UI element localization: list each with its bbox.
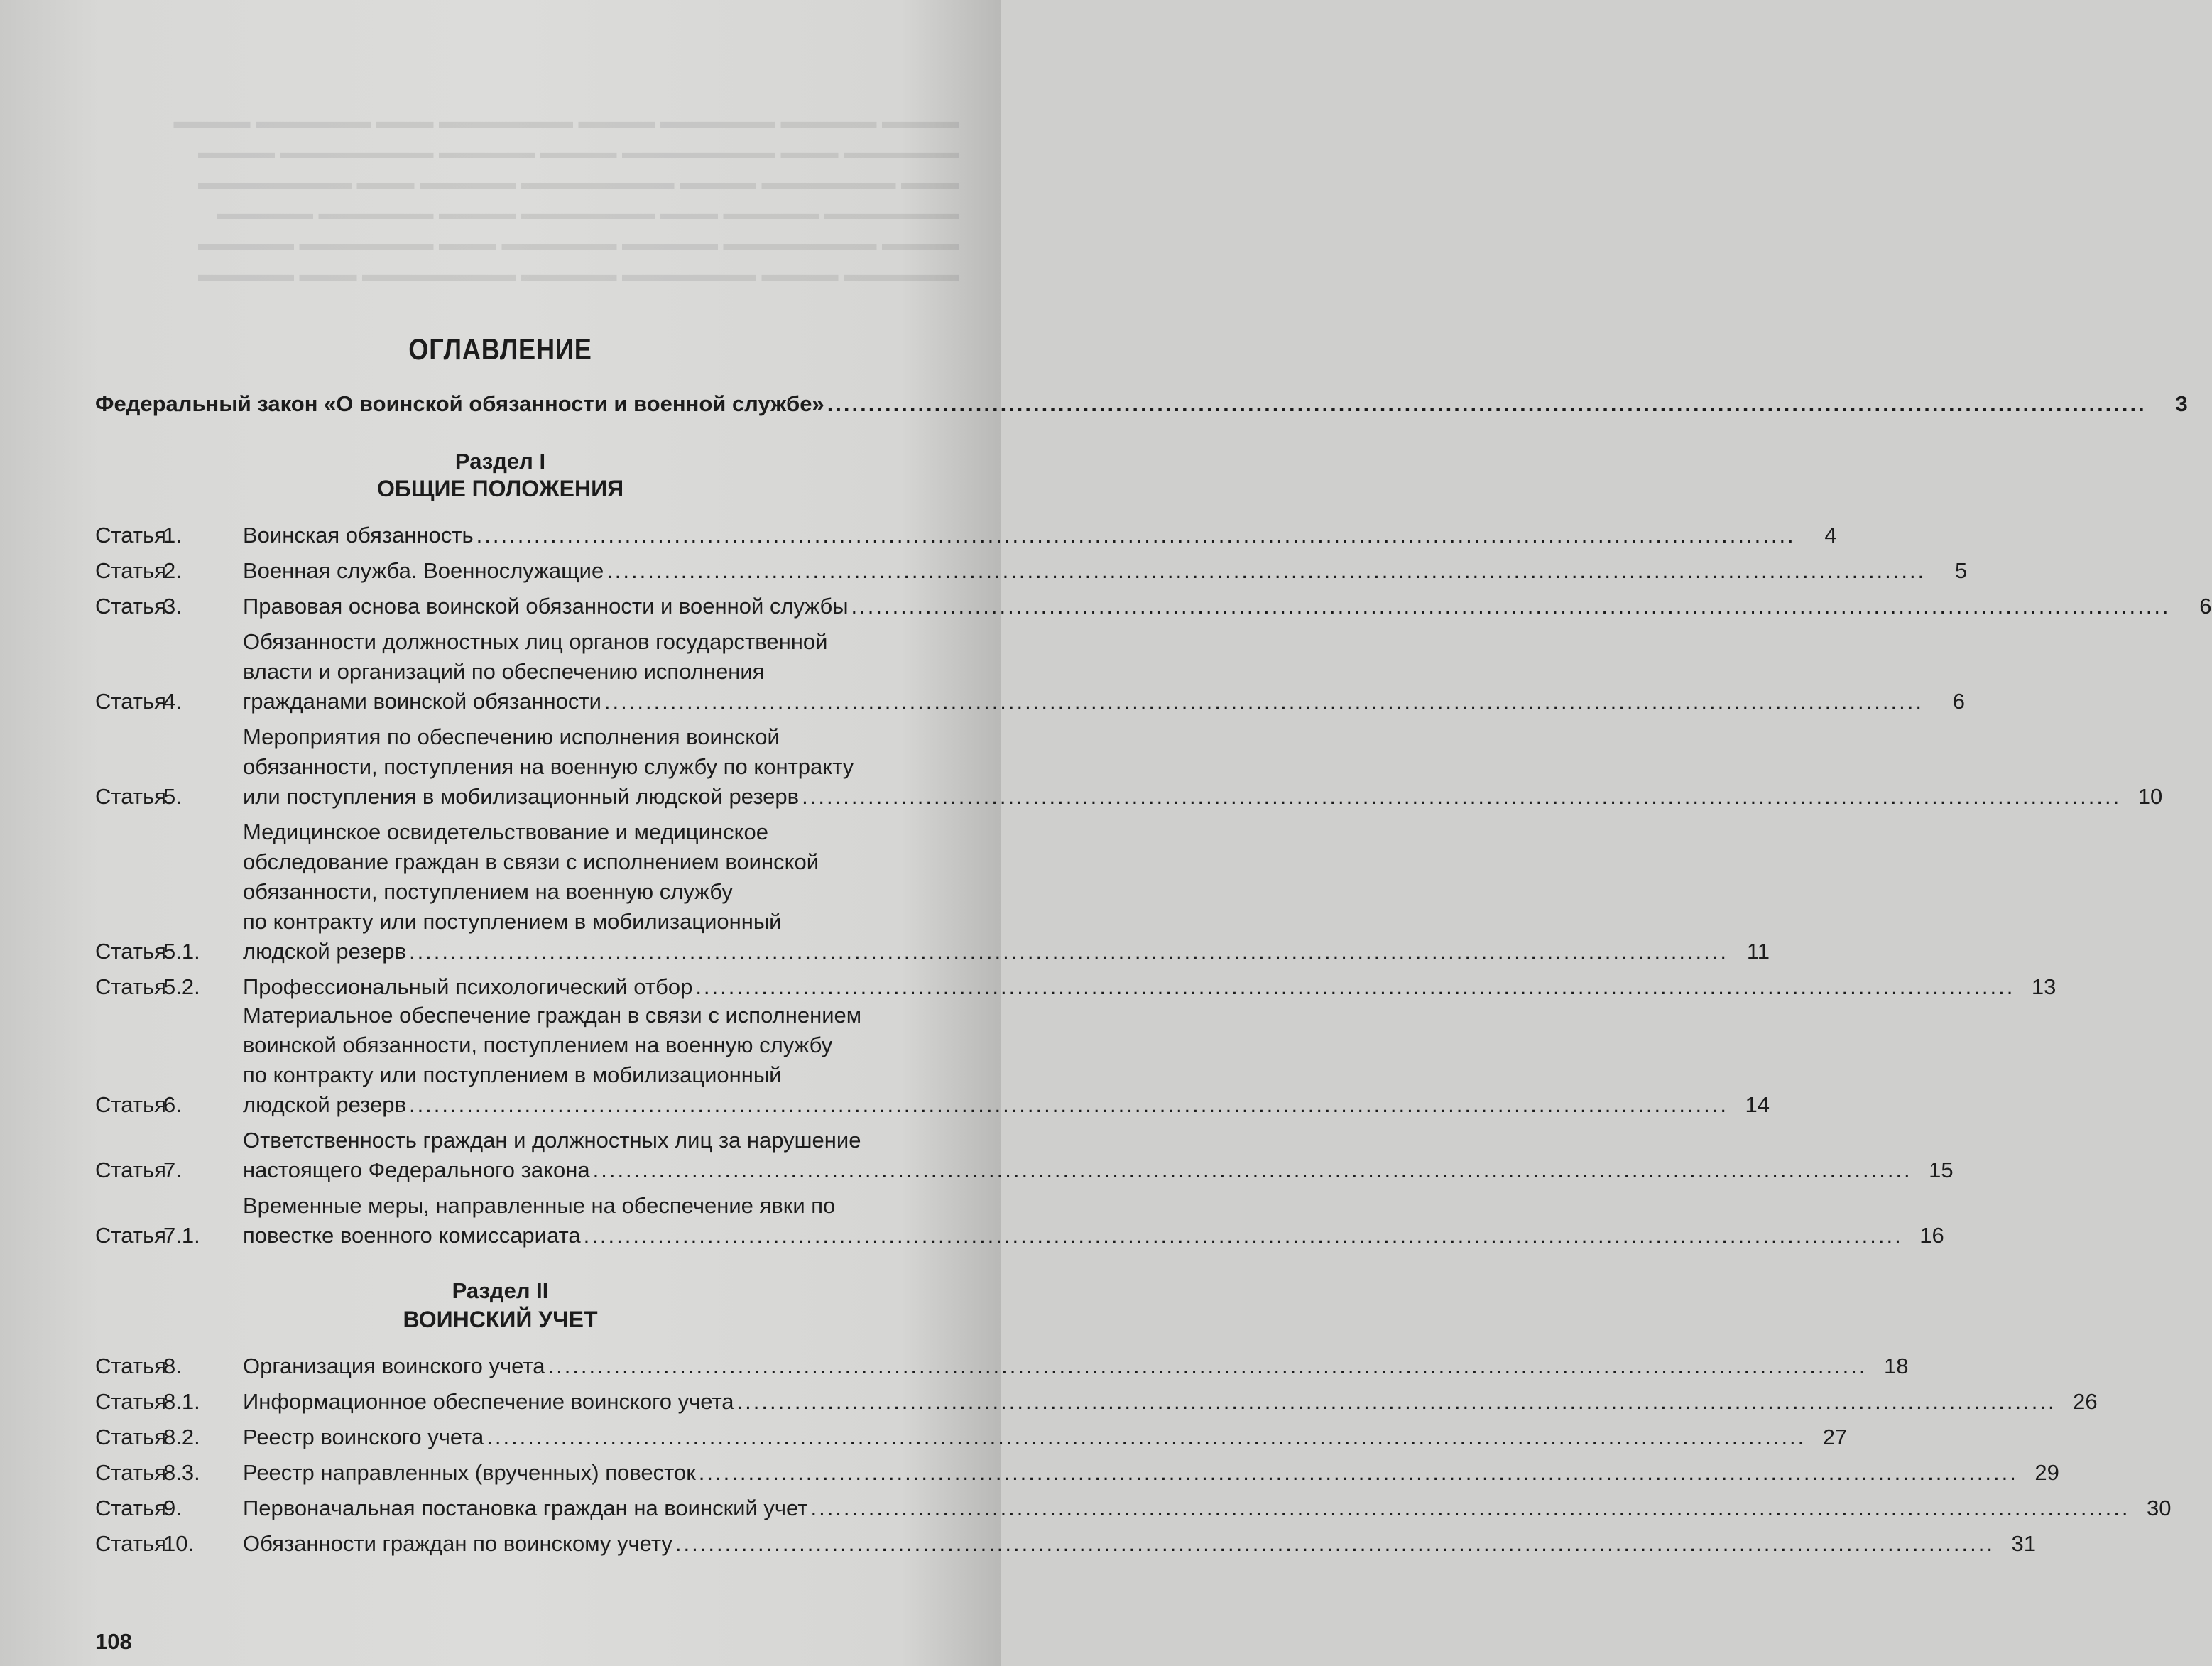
toc-entry-title: по контракту или поступлением в мобилизационный [243, 1062, 782, 1087]
article-num: 4. [163, 689, 182, 714]
toc-entry [95, 521, 1837, 550]
toc-entry-title: Материальное обеспечение граждан в связи с исполнением [243, 1003, 862, 1028]
toc-entry-title: настоящего Федерального закона [243, 1158, 590, 1182]
toc-page-ref: 16 [1919, 1223, 1944, 1248]
toc-entry-title: Федеральный закон «О воинской обязанности и военной службе» [95, 391, 824, 416]
article-num: 7.1. [163, 1223, 200, 1248]
toc-entry-title: Обязанности должностных лиц органов государственной [243, 629, 828, 654]
article-word: Статья [95, 1460, 166, 1485]
toc-entry-title: обязанности, поступлением на военную службу [243, 879, 733, 904]
article-word: Статья [95, 1496, 166, 1520]
toc-page-ref: 10 [2137, 784, 2163, 809]
article-num: 8.3. [163, 1460, 200, 1485]
toc-entry-line [243, 817, 961, 847]
article-word: Статья [95, 974, 166, 999]
leader-dots: ................................................................................................................................................................ [604, 689, 1924, 714]
article-number [95, 556, 243, 586]
article-word: Статья [95, 1354, 166, 1378]
leader-dots: ................................................................................................................................................................ [486, 1425, 1807, 1449]
leader-dots: ................................................................................................................................................................ [408, 1092, 1728, 1117]
toc-entry [95, 627, 1965, 717]
toc-page-ref: 26 [2073, 1389, 2098, 1414]
leader-dots: ................................................................................................................................................................ [592, 1158, 1912, 1182]
leader-dots: ................................................................................................................................................................ [583, 1223, 1903, 1248]
article-word: Статья [95, 689, 166, 714]
article-num: 5. [163, 784, 182, 809]
article-num: 5.1. [163, 939, 200, 964]
article-number [95, 937, 243, 967]
toc-entry-body [243, 1351, 1909, 1381]
article-num: 8.2. [163, 1425, 200, 1449]
leader-dots: ................................................................................................................................................................ [547, 1354, 1868, 1378]
toc-entry-title: Медицинское освидетельствование и медицинское [243, 820, 768, 844]
article-num: 1. [163, 523, 182, 548]
toc-entry-title: обследование граждан в связи с исполнением воинской [243, 849, 819, 874]
toc-entry-line [243, 1529, 2036, 1559]
article-number [95, 782, 243, 812]
article-word: Статья [95, 523, 166, 548]
toc-entry-title: Правовая основа воинской обязанности и военной службы [243, 594, 849, 619]
toc-entry-line [243, 1001, 961, 1030]
article-number [95, 592, 243, 621]
article-num: 6. [163, 1092, 182, 1117]
toc-entry-body [243, 1458, 2059, 1488]
toc-entry-title: Воинская обязанность [243, 523, 474, 548]
toc-entry-line [243, 1090, 1770, 1120]
article-number [95, 972, 243, 1002]
toc-entry-title: по контракту или поступлением в мобилизационный [243, 909, 782, 934]
page-number: 108 [95, 1629, 132, 1654]
article-num: 3. [163, 594, 182, 619]
toc-entry [95, 592, 2212, 621]
toc-entry-body [243, 627, 1965, 717]
toc-page-ref: 27 [1822, 1425, 1848, 1449]
toc-page-ref: 14 [1745, 1092, 1770, 1117]
article-number [95, 1221, 243, 1251]
toc-entry [95, 1529, 2036, 1559]
toc-entry-title: гражданами воинской обязанности [243, 689, 601, 714]
toc-page-ref: 4 [1824, 523, 1837, 548]
article-number [95, 1090, 243, 1120]
article-num: 9. [163, 1496, 182, 1520]
article-number [95, 1155, 243, 1185]
toc-entry-title: Реестр направленных (врученных) повесток [243, 1460, 696, 1485]
toc-entry-title: Ответственность граждан и должностных лиц за нарушение [243, 1128, 861, 1153]
section-label: Раздел I [454, 449, 546, 474]
toc-entry-line [243, 657, 961, 687]
article-num: 5.2. [163, 974, 200, 999]
toc-entry-line [243, 782, 2163, 812]
article-number [95, 687, 243, 717]
toc-entry-title: Профессиональный психологический отбор [243, 974, 693, 999]
article-number [95, 1422, 243, 1452]
toc-page-ref: 5 [1954, 558, 1968, 583]
toc-entry-line [243, 752, 961, 782]
toc-entry-title: Временные меры, направленные на обеспечение явки по [243, 1193, 836, 1218]
article-number [95, 1458, 243, 1488]
toc-entry-line [243, 521, 1837, 550]
article-word: Статья [95, 1223, 166, 1248]
article-word: Статья [95, 939, 166, 964]
article-word: Статья [95, 558, 166, 583]
toc-page-ref: 6 [1952, 689, 1965, 714]
toc-entry-body [243, 521, 1837, 550]
toc-entry-line [243, 1351, 1909, 1381]
toc-entry-body [243, 1191, 1944, 1251]
toc-entry [95, 1126, 1954, 1185]
toc-entry-line [243, 847, 961, 877]
leader-dots: ................................................................................................................................................................ [851, 594, 2171, 619]
toc-entry-title: обязанности, поступления на военную службу по контракту [243, 754, 854, 779]
toc-entry-body [243, 817, 1770, 967]
toc-entry [95, 722, 2163, 812]
toc-entry-title: Обязанности граждан по воинскому учету [243, 1531, 672, 1556]
toc-entry [95, 556, 1968, 586]
leader-dots: ................................................................................................................................................................ [810, 1496, 2130, 1520]
toc-entry-line [243, 687, 1965, 717]
leader-dots: ................................................................................................................................................................ [698, 1460, 2018, 1485]
toc-entry [95, 1493, 2172, 1523]
article-number [95, 1493, 243, 1523]
leader-dots: ................................................................................................................................................................ [606, 558, 1927, 583]
toc-entry-body [243, 1493, 2172, 1523]
leader-dots: ................................................................................................................................................................ [695, 974, 2015, 999]
toc-entry-title: Первоначальная постановка граждан на воинский учет [243, 1496, 808, 1520]
bleed-through-texture: ▬▬▬▬ ▬▬▬▬▬ ▬▬▬▬▬▬ ▬▬▬▬ ▬▬▬▬▬▬▬ ▬▬▬ ▬▬▬▬▬▬ ▬▬▬▬ ▬▬▬▬▬▬ ▬▬▬ ▬▬▬▬▬▬▬▬ ▬▬▬▬ ▬▬▬▬▬ ▬▬▬▬▬▬▬▬ ▬▬▬▬ ▬▬▬ ▬▬▬▬▬▬▬ ▬▬▬▬ ▬▬▬▬▬▬▬▬ ▬▬▬▬▬ ▬▬▬ ▬▬▬▬▬▬▬▬ ▬▬▬▬▬▬▬ ▬▬▬▬▬ ▬▬▬ ▬▬▬▬▬▬▬ ▬▬▬▬ ▬▬▬▬▬▬ ▬▬▬▬▬ ▬▬▬▬ ▬▬▬▬▬▬▬▬ ▬▬▬▬▬ ▬▬▬▬▬▬ ▬▬▬ ▬▬▬▬▬▬▬ ▬▬▬▬▬ ▬▬▬▬▬▬ ▬▬▬▬ ▬▬▬▬▬▬▬ ▬▬▬▬▬ ▬▬▬▬▬▬▬▬ ▬▬▬ ▬▬▬▬▬ [173, 111, 959, 285]
toc-entry [95, 1387, 2098, 1417]
article-word: Статья [95, 1092, 166, 1117]
article-number [95, 1529, 243, 1559]
article-number [95, 1351, 243, 1381]
toc-entry-title: Мероприятия по обеспечению исполнения воинской [243, 724, 780, 749]
toc-entry-line [243, 556, 1968, 586]
toc-entry-line [243, 1126, 961, 1155]
toc-entry [95, 1422, 1848, 1452]
toc-entry-title: власти и организаций по обеспечению исполнения [243, 659, 765, 684]
toc-entry-title: Информационное обеспечение воинского учета [243, 1389, 734, 1414]
toc-entry-title: воинской обязанности, поступлением на военную службу [243, 1033, 833, 1057]
article-num: 7. [163, 1158, 182, 1182]
toc-entry-title: повестке военного комиссариата [243, 1223, 581, 1248]
toc-entry [95, 817, 1770, 967]
article-word: Статья [95, 784, 166, 809]
article-num: 10. [163, 1531, 195, 1556]
leader-dots: ................................................................................................................................................................ [675, 1531, 1995, 1556]
article-word: Статья [95, 1389, 166, 1414]
toc-page-ref: 30 [2147, 1496, 2172, 1520]
toc-entry-line [95, 389, 2188, 419]
toc-page-ref: 6 [2199, 594, 2212, 619]
toc-page-ref: 15 [1929, 1158, 1954, 1182]
toc-entry-body [243, 722, 2163, 812]
article-word: Статья [95, 1531, 166, 1556]
article-num: 8.1. [163, 1389, 200, 1414]
toc-entry-line [243, 722, 961, 752]
toc-entry-title: Реестр воинского учета [243, 1425, 484, 1449]
toc-entry-line [243, 592, 2212, 621]
toc-page-ref: 29 [2034, 1460, 2059, 1485]
article-word: Статья [95, 1425, 166, 1449]
leader-dots: ................................................................................................................................................................ [802, 784, 2122, 809]
toc-entry-line [243, 1221, 1944, 1251]
article-num: 8. [163, 1354, 182, 1378]
toc-entry-line [243, 1493, 2172, 1523]
toc-entry-body [243, 1126, 1954, 1185]
toc-entry-title: людской резерв [243, 1092, 406, 1117]
toc-entry-body [243, 1422, 1848, 1452]
toc-entry-line [243, 627, 961, 657]
toc-entry [95, 1458, 2059, 1488]
toc-page-ref: 13 [2031, 974, 2056, 999]
toc-entry-body [243, 556, 1968, 586]
toc-page-ref: 18 [1884, 1354, 1909, 1378]
toc-entry-line [243, 877, 961, 907]
article-number [95, 1387, 243, 1417]
article-word: Статья [95, 1158, 166, 1182]
toc-entry-line [243, 1191, 961, 1221]
leader-dots: ................................................................................................................................................................ [408, 939, 1728, 964]
toc-entry-line [243, 972, 2056, 1002]
toc-entry-line [243, 1458, 2059, 1488]
toc-entry-body [243, 1529, 2036, 1559]
toc-entry-body [243, 972, 2056, 1002]
leader-dots: ................................................................................................................................................................ [827, 391, 2147, 416]
toc-entry-body [243, 1387, 2098, 1417]
toc-entry-line [243, 1060, 961, 1090]
leader-dots: ................................................................................................................................................................ [476, 523, 1796, 548]
toc-entry [95, 1351, 1909, 1381]
toc-entry-line [243, 1155, 1954, 1185]
toc-page-ref: 3 [2175, 391, 2188, 416]
article-number [95, 521, 243, 550]
toc-entry-title: Организация воинского учета [243, 1354, 545, 1378]
toc-entry-title: Военная служба. Военнослужащие [243, 558, 604, 583]
toc-page-ref: 31 [2011, 1531, 2036, 1556]
toc-entry [95, 1001, 1770, 1120]
section-title: ОБЩИЕ ПОЛОЖЕНИЯ [376, 476, 624, 501]
toc-entry-law [95, 389, 2188, 419]
toc-entry-body [243, 592, 2212, 621]
toc-title: ОГЛАВЛЕНИЕ [408, 332, 592, 366]
toc-entry-line [243, 907, 961, 937]
leader-dots: ................................................................................................................................................................ [736, 1389, 2056, 1414]
toc-entry [95, 1191, 1944, 1251]
toc-entry-line [243, 937, 1770, 967]
article-num: 2. [163, 558, 182, 583]
toc-page-ref: 11 [1746, 939, 1770, 964]
section-title: ВОИНСКИЙ УЧЕТ [403, 1307, 598, 1332]
toc-entry-line [243, 1422, 1848, 1452]
toc-entry-line [243, 1387, 2098, 1417]
toc-entry-body [243, 1001, 1770, 1120]
section-label: Раздел II [452, 1278, 549, 1303]
toc-entry-title: людской резерв [243, 939, 406, 964]
article-word: Статья [95, 594, 166, 619]
toc-entry-line [243, 1030, 961, 1060]
toc-entry-body [95, 389, 2188, 419]
toc-entry-title: или поступления в мобилизационный людской резерв [243, 784, 800, 809]
toc-entry [95, 972, 2056, 1002]
